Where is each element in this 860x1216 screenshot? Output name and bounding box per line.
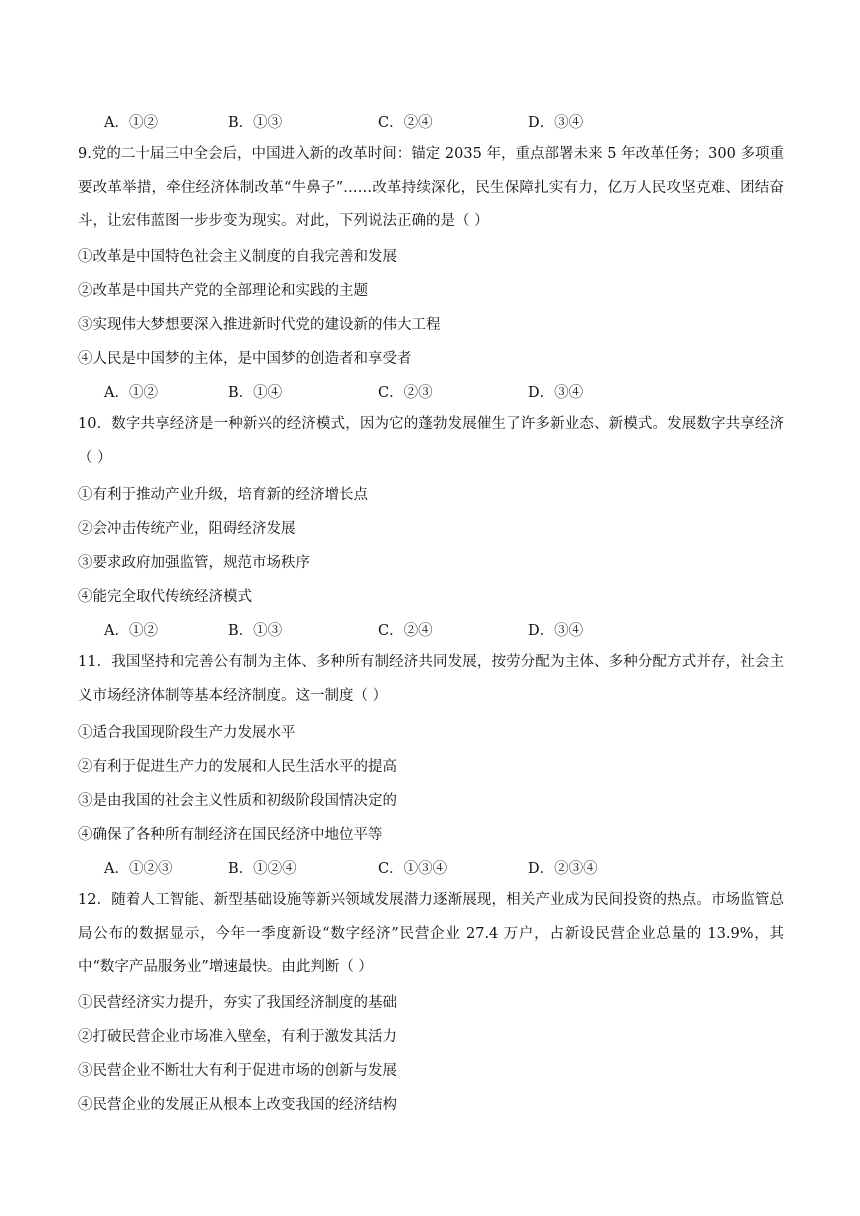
q10-options [104,619,804,639]
q9-statement-4: ④人民是中国梦的主体，是中国梦的创造者和享受者 [78,351,412,367]
q10-statement-1: ①有利于推动产业升级，培育新的经济增长点 [78,487,368,503]
q9-options [104,381,804,401]
q9-stem: 9.党的二十届三中全会后，中国进入新的改革时间：锚定 2035 年，重点部署未来 5 年改革任务；300 多项重要改革举措，牵住经济体制改革“牛鼻子”……改革持续深化，民生保障扎实有力，亿万人民攻坚克难、团结奋斗，让宏伟蓝图一步步变为现实。对此，下列说法正确的是（ ） [78,146,784,229]
q11-statement-1: ①适合我国现阶段生产力发展水平 [78,725,296,741]
q10-stem: 10．数字共享经济是一种新兴的经济模式，因为它的蓬勃发展催生了许多新业态、新模式。发展数字共享经济（ ） [78,416,784,466]
q10-statement-2: ②会冲击传统产业，阻碍经济发展 [78,521,296,537]
q10-option-c[interactable]: C．②④ [378,623,433,639]
q10-statement-4: ④能完全取代传统经济模式 [78,589,252,605]
q11-option-d[interactable]: D．②③④ [528,861,598,877]
q12-statement-1: ①民营经济实力提升，夯实了我国经济制度的基础 [78,995,397,1011]
q12-stem: 12．随着人工智能、新型基础设施等新兴领域发展潜力逐渐展现，相关产业成为民间投资的热点。市场监管总局公布的数据显示，今年一季度新设“数字经济”民营企业 27.4 万户，占新设民营企业总量的 13.9%，其中“数字产品服务业”增速最快。由此判断（ ） [78,892,784,975]
q11-statement-2: ②有利于促进生产力的发展和人民生活水平的提高 [78,759,397,775]
q10-statement-3: ③要求政府加强监管，规范市场秩序 [78,555,310,571]
q9-statement-2: ②改革是中国共产党的全部理论和实践的主题 [78,283,368,299]
q8-option-b[interactable]: B．①③ [228,115,283,131]
q9-statement-3: ③实现伟大梦想要深入推进新时代党的建设新的伟大工程 [78,317,441,333]
q11-option-b[interactable]: B．①②④ [228,861,297,877]
q8-option-c[interactable]: C．②④ [378,115,433,131]
q12-statement-3: ③民营企业不断壮大有利于促进市场的创新与发展 [78,1063,397,1079]
q8-option-a[interactable]: A．①② [104,115,158,131]
q8-option-d[interactable]: D．③④ [528,115,584,131]
q9-option-b[interactable]: B．①④ [228,385,283,401]
q9-statement-1: ①改革是中国特色社会主义制度的自我完善和发展 [78,249,397,265]
q10-option-b[interactable]: B．①③ [228,623,283,639]
q11-option-c[interactable]: C．①③④ [378,861,448,877]
q11-stem: 11．我国坚持和完善公有制为主体、多种所有制经济共同发展，按劳分配为主体、多种分配方式并存，社会主义市场经济体制等基本经济制度。这一制度（ ） [78,654,784,704]
q10-option-a[interactable]: A．①② [104,623,158,639]
q11-option-a[interactable]: A．①②③ [104,861,173,877]
q11-statement-3: ③是由我国的社会主义性质和初级阶段国情决定的 [78,793,397,809]
q8-options [104,111,804,131]
q12-statement-2: ②打破民营企业市场准入壁垒，有利于激发其活力 [78,1029,397,1045]
q12-statement-4: ④民营企业的发展正从根本上改变我国的经济结构 [78,1097,397,1113]
q11-statement-4: ④确保了各种所有制经济在国民经济中地位平等 [78,827,383,843]
q9-option-a[interactable]: A．①② [104,385,158,401]
q11-options [104,857,804,877]
q10-option-d[interactable]: D．③④ [528,623,584,639]
q9-option-c[interactable]: C．②③ [378,385,433,401]
q9-option-d[interactable]: D．③④ [528,385,584,401]
